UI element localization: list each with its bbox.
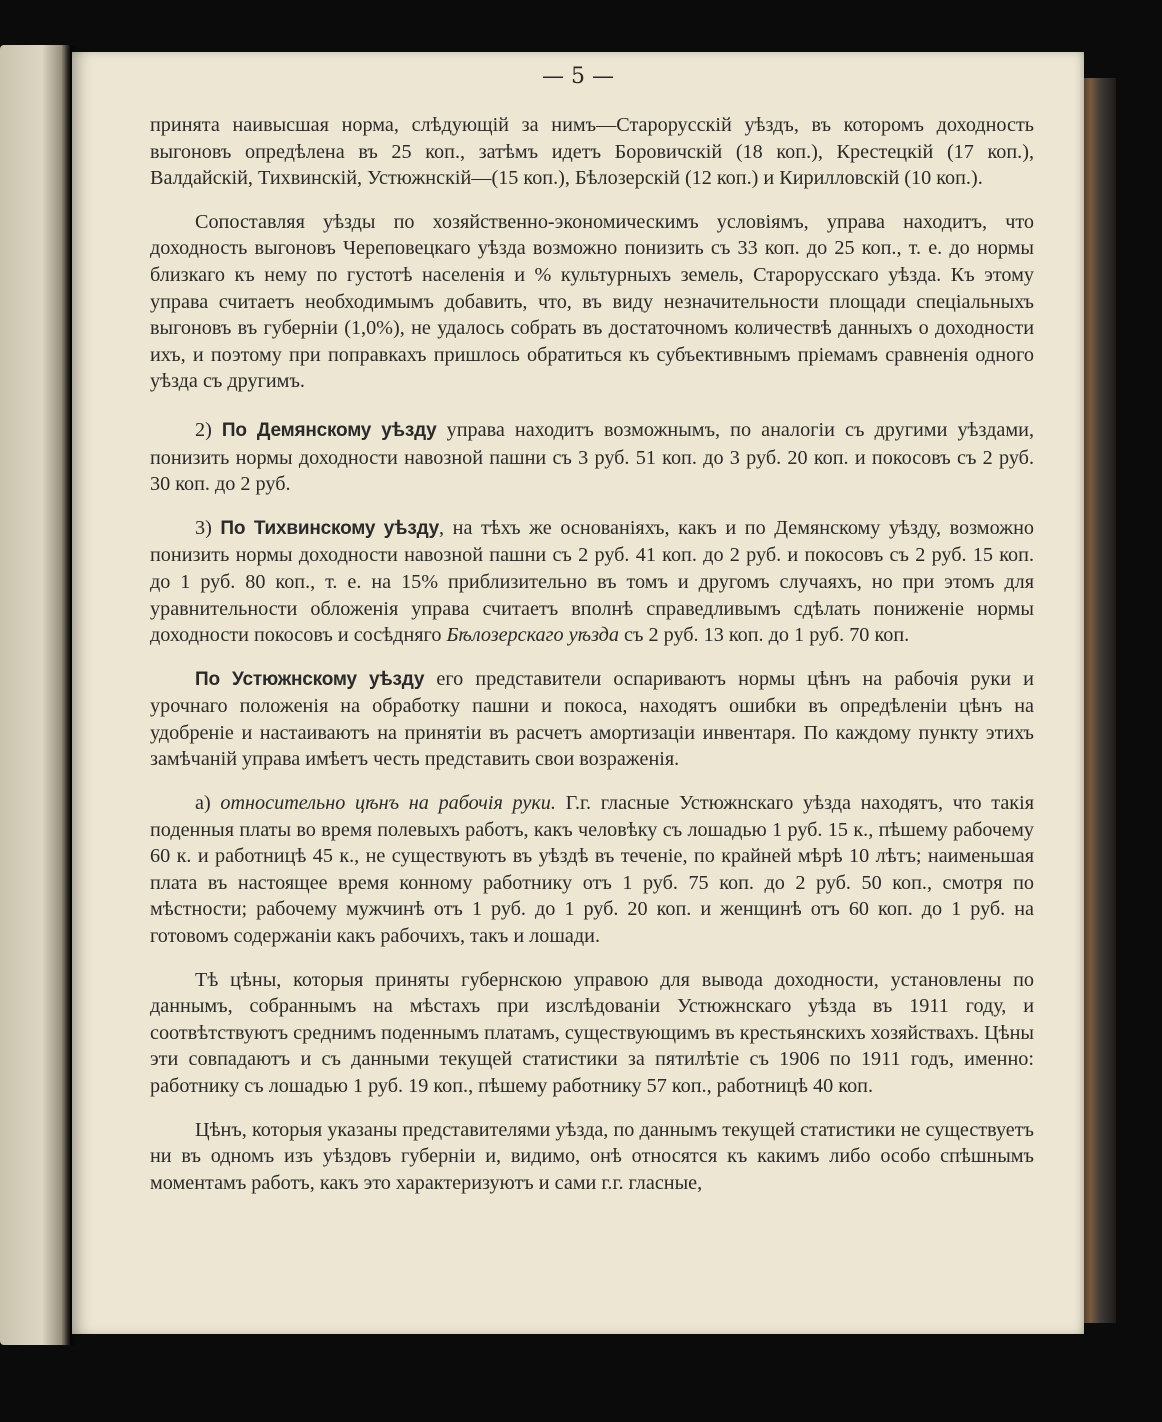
paragraph: [150, 1117, 1034, 1197]
paragraph-text: Тѣ цѣны, которыя приняты губернскою управою для вывода доходности, установлены по даннымъ, собраннымъ на мѣстахъ при изслѣдованіи Устюжнскаго уѣзда въ 1911 году, и соотвѣтствуютъ среднимъ поденнымъ платамъ, существующимъ въ крестьянскихъ хозяйствахъ. Цѣны эти совпадаютъ и съ данными текущей статистики за пятилѣтіе съ 1906 по 1911 годъ, именно: работнику съ лошадью 1 руб. 19 коп., пѣшему работнику 57 коп., работницѣ 40 коп.: [150, 968, 1034, 1097]
paragraph-text: его представители оспариваютъ нормы цѣнъ на рабочія руки и урочнаго положенія на обработку пашни и покоса, находятъ ошибки въ опредѣленіи цѣнъ на удобреніе и настаиваютъ на принятіи въ расчетъ амортизаціи инвентаря. По каждому пункту этихъ замѣчаній управа имѣетъ честь представить свои возраженія.: [150, 667, 1034, 771]
paragraph: [150, 515, 1034, 649]
paragraph-text: Г.г. гласные Устюжнскаго уѣзда находятъ, что такія поденныя платы во время полевыхъ работъ, какъ человѣку съ лошадью 1 руб. 15 к., пѣшему рабочему 60 к. и работницѣ 45 к., не существуютъ въ уѣздѣ въ теченіе, по крайней мѣрѣ 10 лѣтъ; наименьшая плата въ настоящее время конному работнику отъ 1 руб. 75 коп. до 2 руб. 50 коп., смотря по мѣстности; рабочему мужчинѣ отъ 1 руб. до 1 руб. 20 коп. и женщинѣ отъ 60 коп. до 1 руб. на готовомъ содержаніи какъ рабочихъ, такъ и лошади.: [150, 792, 1034, 948]
left-page-edge: [0, 45, 70, 1345]
paragraph-text: 2): [195, 418, 222, 441]
paragraph-text: , на тѣхъ же основаніяхъ, какъ и по Демянскому уѣзду, возможно понизить нормы доходности навозной пашни съ 2 руб. 41 коп. до 2 руб. и покосовъ съ 2 руб. 15 коп. до 1 руб. 80 коп., т. е. на 15% приблизительно въ томъ и другомъ случаяхъ, но при этомъ для уравнительности обложенія управа считаетъ вполнѣ справедливымъ сдѣлать пониженіе нормы доходности покосовъ и сосѣдняго: [150, 516, 1034, 647]
paragraph-text: а): [195, 792, 221, 815]
paragraph-text: Сопоставляя уѣзды по хозяйственно-экономическимъ условіямъ, управа находитъ, что доходность выгоновъ Череповецкаго уѣзда возможно понизить съ 33 коп. до 25 коп., т. е. до нормы близкаго къ нему по густотѣ населенія и % культурныхъ земель, Старорусскаго уѣзда. Къ этому управа считаетъ необходимымъ добавить, что, въ виду незначительности площади спеціальныхъ выгоновъ въ губерніи (1,0%), не удалось собрать въ достаточномъ количествѣ данныхъ о доходности ихъ, и поэтому при поправкахъ пришлось обратиться къ субъективнымъ пріемамъ сравненія одного уѣзда съ другимъ.: [150, 210, 1034, 393]
italic-phrase: Бѣлозерскаго уѣзда: [446, 624, 619, 647]
paragraph: [150, 417, 1034, 498]
paragraph: [150, 112, 1034, 192]
paragraph-text: принята наивысшая норма, слѣдующій за нимъ—Старорусскій уѣздъ, въ которомъ доходность выгоновъ опредѣлена въ 25 коп., затѣмъ идетъ Боровичскій (18 коп.), Крестецкій (17 коп.), Валдайскій, Тихвинскій, Устюжнскій—(15 коп.), Бѣлозерскій (12 коп.) и Кирилловскій (10 коп.).: [150, 114, 1034, 190]
paragraph: [150, 790, 1034, 950]
book-cover-edge: [1082, 78, 1116, 1323]
paragraph: [150, 967, 1034, 1100]
section-heading: По Демянскому уѣзду: [221, 419, 437, 441]
paragraph-text: съ 2 руб. 13 коп. до 1 руб. 70 коп.: [618, 624, 910, 647]
paragraph-text: 3): [195, 516, 221, 539]
section-heading: По Устюжнскому уѣзду: [195, 668, 425, 690]
section-heading: По Тихвинскому уѣзду: [220, 517, 440, 539]
paragraph-text: Цѣнъ, которыя указаны представителями уѣзда, по даннымъ текущей статистики не существуетъ ни въ одномъ изъ уѣздовъ губерніи и, видимо, онѣ относятся къ какимъ либо особо спѣшнымъ моментамъ работъ, какъ это характеризуютъ и сами г.г. гласные,: [150, 1118, 1034, 1194]
italic-phrase: относительно цѣнъ на рабочія руки.: [220, 792, 556, 815]
paragraph-text: управа находитъ возможнымъ, по аналогіи съ другими уѣздами, понизить нормы доходности навозной пашни съ 3 руб. 51 коп. до 3 руб. 20 коп. и покосовъ съ 2 руб. 30 коп. до 2 руб.: [150, 418, 1034, 496]
document-page: [72, 52, 1084, 1334]
paragraph: [150, 209, 1034, 395]
page-number: — 5 —: [542, 64, 614, 89]
paragraph: [150, 666, 1034, 773]
page-body-text: [150, 112, 1034, 1213]
